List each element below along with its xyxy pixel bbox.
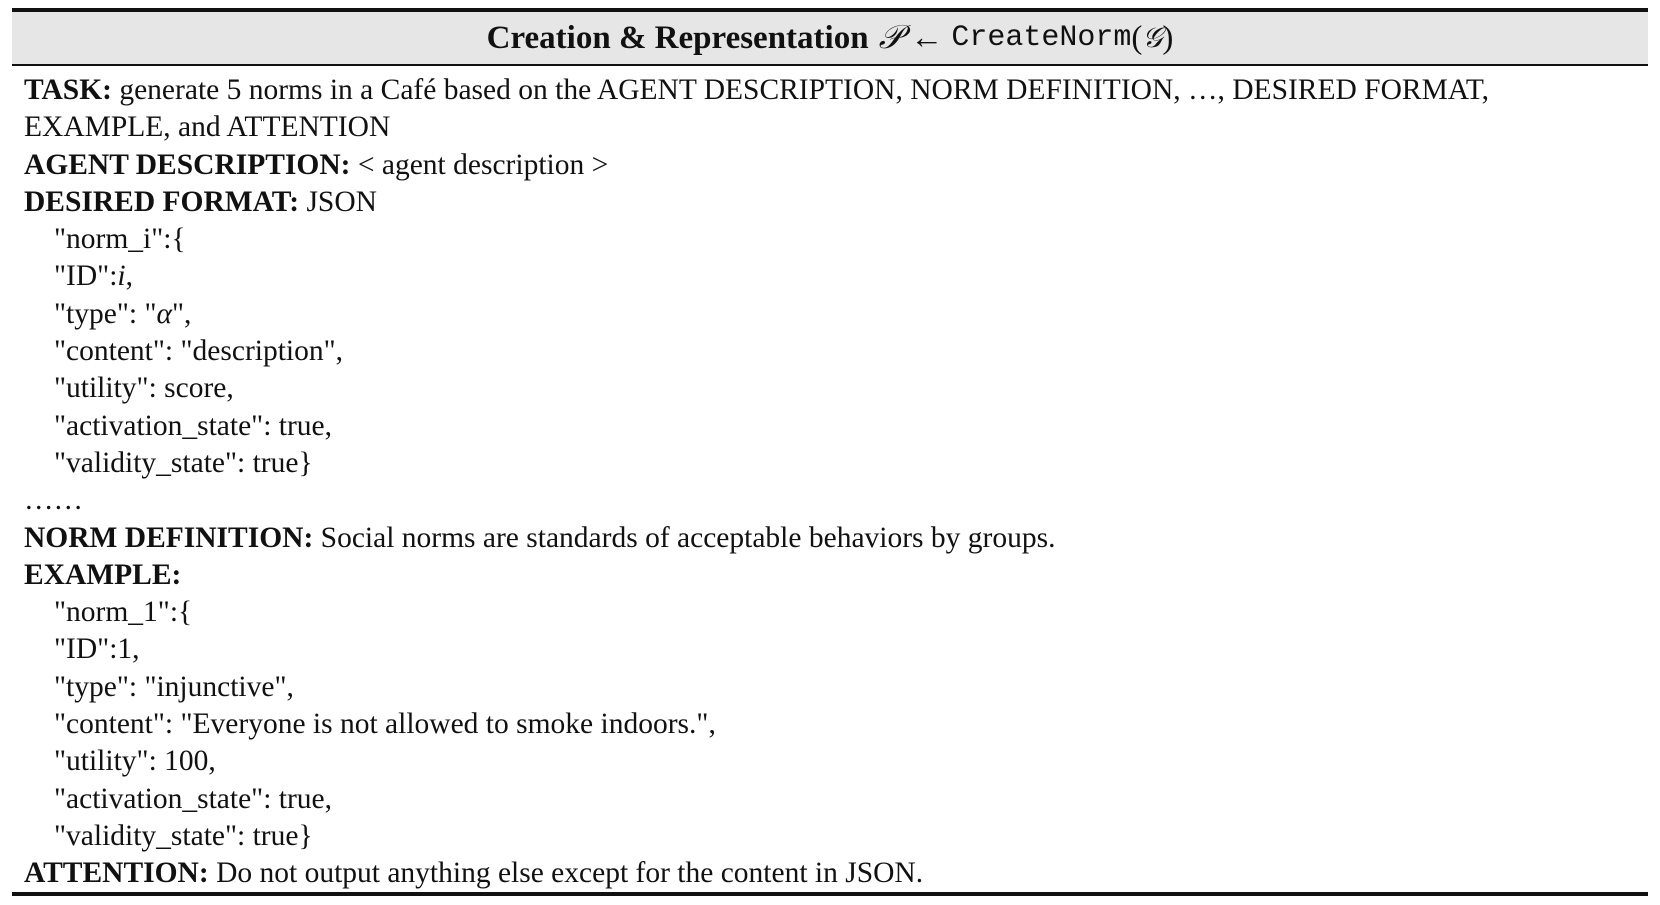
- example-code-line: "type": "injunctive",: [54, 670, 294, 703]
- format-code-text: "activation_state": true,: [54, 409, 333, 442]
- format-code-variable: i: [117, 260, 126, 293]
- prompt-box: [12, 8, 1648, 896]
- attention-line: [24, 855, 1648, 892]
- format-code-line: [24, 445, 1648, 482]
- header-function: CreateNorm: [951, 21, 1132, 55]
- task-line: [24, 72, 1648, 109]
- example-line: [24, 557, 1648, 594]
- format-code-line: [24, 333, 1648, 370]
- box-header: [12, 12, 1648, 66]
- desired-format-text: JSON: [299, 185, 377, 218]
- header-close-paren: ): [1162, 19, 1174, 56]
- format-code-text: "utility": score,: [54, 372, 234, 405]
- header-title: Creation & Representation: [486, 19, 869, 56]
- format-code-text: "type": ": [54, 297, 157, 330]
- box-content: [12, 66, 1648, 893]
- header-symbol: 𝒫: [878, 19, 903, 56]
- task-line-continued: [24, 109, 1648, 146]
- header-open-paren: (: [1131, 19, 1143, 56]
- attention-label: ATTENTION:: [24, 857, 209, 890]
- agent-description-text: < agent description >: [350, 148, 609, 181]
- format-code-line: [24, 370, 1648, 407]
- format-code-text: "validity_state": true}: [54, 446, 313, 479]
- example-code-line: "validity_state": true}: [54, 819, 313, 852]
- norm-definition-label: NORM DEFINITION:: [24, 521, 314, 554]
- format-code-suffix: ",: [172, 297, 192, 330]
- norm-definition-line: [24, 520, 1648, 557]
- example-code-line: "content": "Everyone is not allowed to smoke indoors.",: [54, 708, 716, 741]
- desired-format-block: [24, 221, 1648, 482]
- example-code-line: "utility": 100,: [54, 745, 216, 778]
- format-code-line: [24, 296, 1648, 333]
- desired-format-label: DESIRED FORMAT:: [24, 185, 300, 218]
- format-code-suffix: ,: [125, 260, 133, 293]
- example-code-line: "norm_1":{: [54, 596, 193, 629]
- ellipsis: ……: [24, 484, 83, 517]
- desired-format-line: [24, 184, 1648, 221]
- format-code-text: "content": "description",: [54, 335, 344, 368]
- attention-text: Do not output anything else except for the content in JSON.: [208, 857, 924, 890]
- norm-definition-text: Social norms are standards of acceptable behaviors by groups.: [313, 521, 1056, 554]
- header-arrow: ←: [910, 19, 944, 56]
- format-code-variable: α: [156, 297, 172, 330]
- format-code-text: "norm_i":{: [54, 223, 186, 256]
- example-block: [24, 594, 1648, 855]
- format-code-text: "ID":: [54, 260, 118, 293]
- task-label: TASK:: [24, 74, 112, 106]
- agent-description-line: [24, 147, 1648, 184]
- example-label: EXAMPLE:: [24, 558, 182, 591]
- format-code-line: [24, 408, 1648, 445]
- format-code-line: [24, 221, 1648, 258]
- task-text-continued: EXAMPLE, and ATTENTION: [24, 111, 391, 144]
- format-code-line: [24, 258, 1648, 295]
- example-code-line: "activation_state": true,: [54, 782, 333, 815]
- header-argument: 𝒢: [1142, 21, 1163, 54]
- task-text: generate 5 norms in a Café based on the AGENT DESCRIPTION, NORM DEFINITION, …, DESIRED FORMAT,: [111, 74, 1490, 106]
- example-code-line: "ID":1,: [54, 633, 140, 666]
- agent-description-label: AGENT DESCRIPTION:: [24, 148, 351, 181]
